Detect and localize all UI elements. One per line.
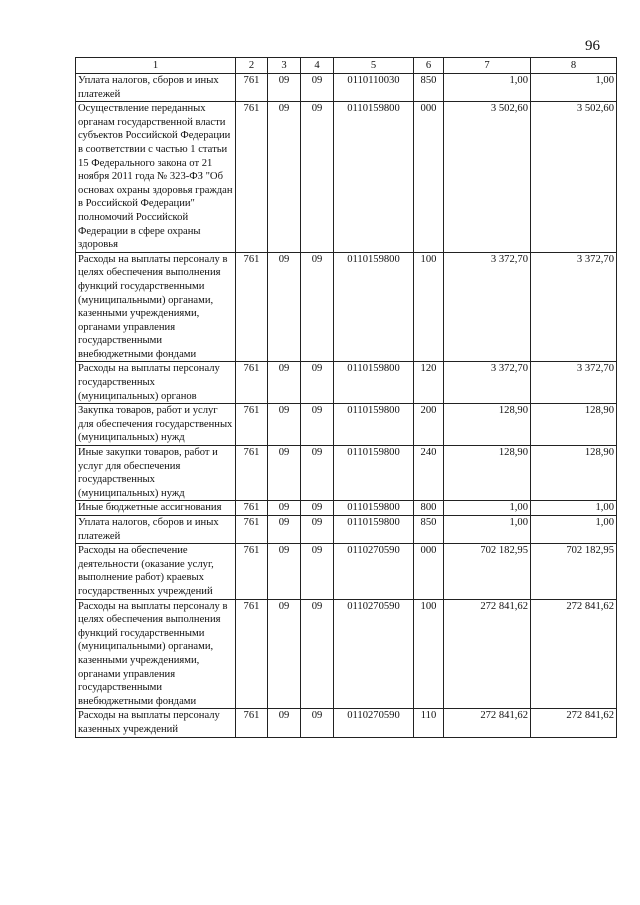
admin-code-cell: 761 bbox=[236, 74, 268, 102]
section-cell: 09 bbox=[268, 446, 301, 501]
subsection-cell: 09 bbox=[301, 516, 334, 544]
target-article-cell: 0110270590 bbox=[334, 599, 414, 709]
expense-type-cell: 100 bbox=[414, 599, 444, 709]
expense-type-cell: 800 bbox=[414, 501, 444, 516]
amount-cell: 3 372,70 bbox=[444, 252, 531, 362]
subsection-cell: 09 bbox=[301, 404, 334, 446]
section-cell: 09 bbox=[268, 102, 301, 253]
section-cell: 09 bbox=[268, 404, 301, 446]
subsection-cell: 09 bbox=[301, 544, 334, 599]
admin-code-cell: 761 bbox=[236, 102, 268, 253]
target-article-cell: 0110159800 bbox=[334, 516, 414, 544]
target-article-cell: 0110159800 bbox=[334, 362, 414, 404]
expense-type-cell: 110 bbox=[414, 709, 444, 737]
row-name-cell: Расходы на выплаты персоналу в целях обеспечения выполнения функций государственными (муниципальными) органами, казенными учреждениями, органами управления государственными внебюджетными фондами bbox=[76, 252, 236, 362]
target-article-cell: 0110159800 bbox=[334, 404, 414, 446]
amount-cell: 272 841,62 bbox=[531, 599, 617, 709]
admin-code-cell: 761 bbox=[236, 404, 268, 446]
section-cell: 09 bbox=[268, 252, 301, 362]
table-row bbox=[76, 446, 617, 501]
page-number: 96 bbox=[585, 38, 600, 54]
expense-type-cell: 850 bbox=[414, 74, 444, 102]
amount-cell: 128,90 bbox=[531, 446, 617, 501]
admin-code-cell: 761 bbox=[236, 446, 268, 501]
amount-cell: 3 502,60 bbox=[531, 102, 617, 253]
column-header: 4 bbox=[301, 58, 334, 74]
table-row bbox=[76, 404, 617, 446]
expense-type-cell: 850 bbox=[414, 516, 444, 544]
section-cell: 09 bbox=[268, 599, 301, 709]
expense-type-cell: 120 bbox=[414, 362, 444, 404]
subsection-cell: 09 bbox=[301, 362, 334, 404]
column-number-row bbox=[76, 58, 617, 74]
admin-code-cell: 761 bbox=[236, 362, 268, 404]
admin-code-cell: 761 bbox=[236, 599, 268, 709]
table-row bbox=[76, 102, 617, 253]
subsection-cell: 09 bbox=[301, 74, 334, 102]
admin-code-cell: 761 bbox=[236, 501, 268, 516]
subsection-cell: 09 bbox=[301, 599, 334, 709]
subsection-cell: 09 bbox=[301, 252, 334, 362]
admin-code-cell: 761 bbox=[236, 252, 268, 362]
admin-code-cell: 761 bbox=[236, 544, 268, 599]
column-header: 6 bbox=[414, 58, 444, 74]
target-article-cell: 0110159800 bbox=[334, 102, 414, 253]
amount-cell: 702 182,95 bbox=[444, 544, 531, 599]
table-row bbox=[76, 599, 617, 709]
amount-cell: 1,00 bbox=[444, 74, 531, 102]
table-row bbox=[76, 709, 617, 737]
table-row bbox=[76, 501, 617, 516]
amount-cell: 272 841,62 bbox=[444, 599, 531, 709]
amount-cell: 3 372,70 bbox=[444, 362, 531, 404]
table-row bbox=[76, 516, 617, 544]
subsection-cell: 09 bbox=[301, 446, 334, 501]
row-name-cell: Уплата налогов, сборов и иных платежей bbox=[76, 74, 236, 102]
target-article-cell: 0110159800 bbox=[334, 252, 414, 362]
row-name-cell: Иные закупки товаров, работ и услуг для обеспечения государственных (муниципальных) нужд bbox=[76, 446, 236, 501]
expense-type-cell: 200 bbox=[414, 404, 444, 446]
column-header: 3 bbox=[268, 58, 301, 74]
section-cell: 09 bbox=[268, 74, 301, 102]
subsection-cell: 09 bbox=[301, 501, 334, 516]
target-article-cell: 0110270590 bbox=[334, 709, 414, 737]
admin-code-cell: 761 bbox=[236, 709, 268, 737]
row-name-cell: Закупка товаров, работ и услуг для обеспечения государственных (муниципальных) нужд bbox=[76, 404, 236, 446]
target-article-cell: 0110110030 bbox=[334, 74, 414, 102]
column-header: 5 bbox=[334, 58, 414, 74]
row-name-cell: Расходы на выплаты персоналу в целях обеспечения выполнения функций государственными (муниципальными) органами, казенными учреждениями, органами управления государственными внебюджетными фондами bbox=[76, 599, 236, 709]
row-name-cell: Расходы на выплаты персоналу казенных учреждений bbox=[76, 709, 236, 737]
amount-cell: 128,90 bbox=[444, 446, 531, 501]
amount-cell: 272 841,62 bbox=[531, 709, 617, 737]
expense-type-cell: 000 bbox=[414, 102, 444, 253]
section-cell: 09 bbox=[268, 501, 301, 516]
row-name-cell: Расходы на выплаты персоналу государственных (муниципальных) органов bbox=[76, 362, 236, 404]
column-header: 2 bbox=[236, 58, 268, 74]
table-row bbox=[76, 252, 617, 362]
amount-cell: 702 182,95 bbox=[531, 544, 617, 599]
table-row bbox=[76, 74, 617, 102]
amount-cell: 1,00 bbox=[444, 516, 531, 544]
amount-cell: 1,00 bbox=[531, 516, 617, 544]
table-row bbox=[76, 544, 617, 599]
target-article-cell: 0110159800 bbox=[334, 501, 414, 516]
column-header: 7 bbox=[444, 58, 531, 74]
budget-table bbox=[75, 57, 617, 738]
amount-cell: 1,00 bbox=[531, 74, 617, 102]
section-cell: 09 bbox=[268, 516, 301, 544]
expense-type-cell: 000 bbox=[414, 544, 444, 599]
section-cell: 09 bbox=[268, 362, 301, 404]
target-article-cell: 0110270590 bbox=[334, 544, 414, 599]
amount-cell: 1,00 bbox=[444, 501, 531, 516]
amount-cell: 1,00 bbox=[531, 501, 617, 516]
subsection-cell: 09 bbox=[301, 102, 334, 253]
section-cell: 09 bbox=[268, 544, 301, 599]
row-name-cell: Осуществление переданных органам государственной власти субъектов Российской Федерации в соответствии с частью 1 статьи 15 Федерального закона от 21 ноября 2011 года № 323-ФЗ "Об основах охраны здоровья граждан в Российской Федерации" полномочий Российской Федерации в сфере охраны здоровья bbox=[76, 102, 236, 253]
amount-cell: 128,90 bbox=[531, 404, 617, 446]
row-name-cell: Уплата налогов, сборов и иных платежей bbox=[76, 516, 236, 544]
row-name-cell: Иные бюджетные ассигнования bbox=[76, 501, 236, 516]
amount-cell: 128,90 bbox=[444, 404, 531, 446]
section-cell: 09 bbox=[268, 709, 301, 737]
expense-type-cell: 100 bbox=[414, 252, 444, 362]
table-row bbox=[76, 362, 617, 404]
amount-cell: 3 372,70 bbox=[531, 252, 617, 362]
admin-code-cell: 761 bbox=[236, 516, 268, 544]
amount-cell: 3 502,60 bbox=[444, 102, 531, 253]
amount-cell: 3 372,70 bbox=[531, 362, 617, 404]
expense-type-cell: 240 bbox=[414, 446, 444, 501]
amount-cell: 272 841,62 bbox=[444, 709, 531, 737]
target-article-cell: 0110159800 bbox=[334, 446, 414, 501]
subsection-cell: 09 bbox=[301, 709, 334, 737]
column-header: 8 bbox=[531, 58, 617, 74]
row-name-cell: Расходы на обеспечение деятельности (оказание услуг, выполнение работ) краевых государственных учреждений bbox=[76, 544, 236, 599]
column-header: 1 bbox=[76, 58, 236, 74]
